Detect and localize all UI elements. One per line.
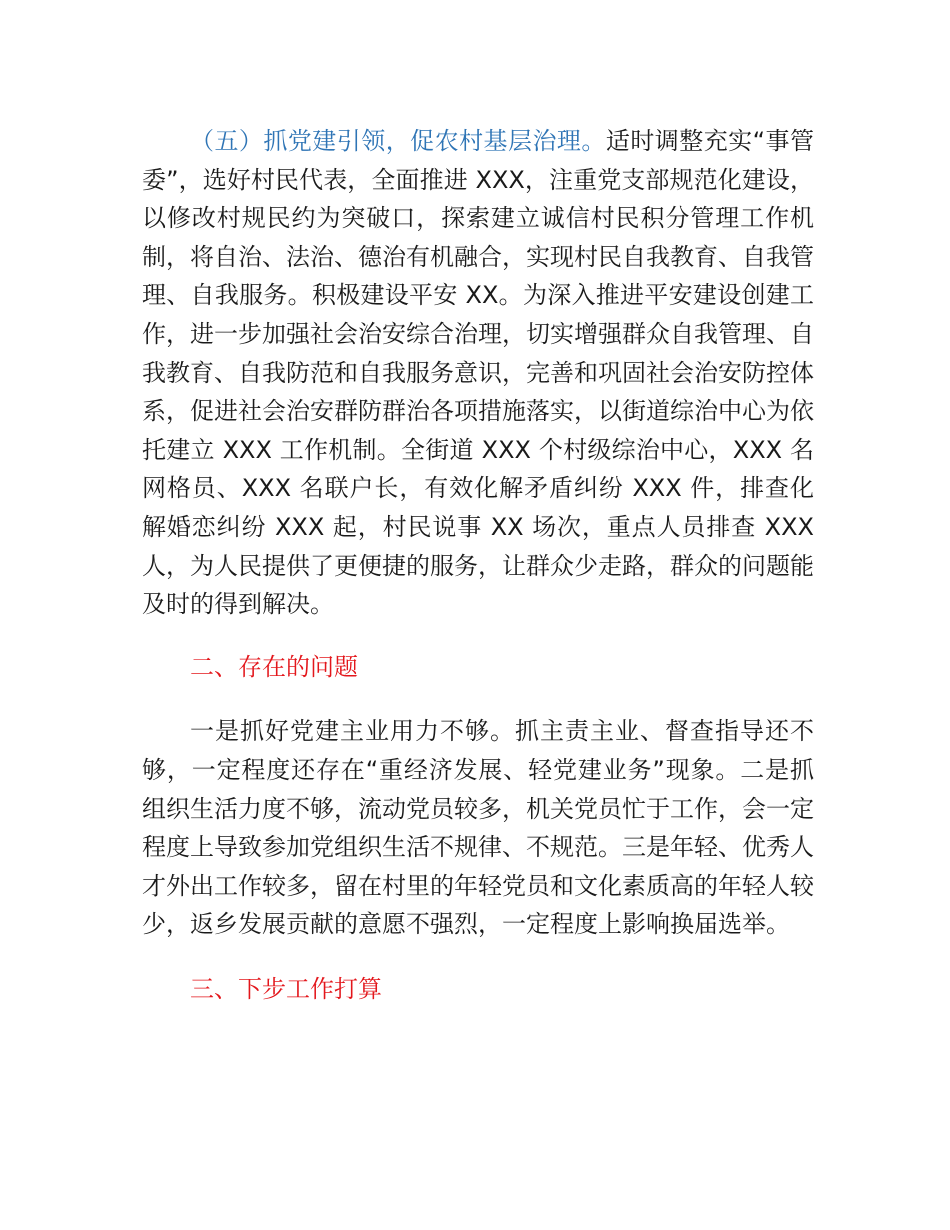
section-5-paragraph: [142, 122, 814, 624]
spacer: [142, 686, 814, 712]
section-5-body: 适时调整充实“事管委”，选好村民代表，全面推进 XXX，注重党支部规范化建设，以修改村规民约为突破口，探索建立诚信村民积分管理工作机制，将自治、法治、德治有机融合，实现村民自我教育、自我管理、自我服务。积极建设平安 XX。为深入推进平安建设创建工作，进一步加强社会治安综合治理，切实增强群众自我管理、自我教育、自我防范和自我服务意识，完善和巩固社会治安防控体系，促进社会治安群防群治各项措施落实，以街道综治中心为依托建立 XXX 工作机制。全街道 XXX 个村级综治中心，XXX 名网格员、XXX 名联户长，有效化解矛盾纠纷 XXX 件，排查化解婚恋纠纷 XXX 起，村民说事 XX 场次，重点人员排查 XXX 人，为人民提供了更便捷的服务，让群众少走路，群众的问题能及时的得到解决。: [142, 127, 815, 619]
spacer: [142, 944, 814, 970]
spacer: [142, 624, 814, 648]
heading-next-steps: 三、下步工作打算: [190, 974, 382, 1003]
heading-problems: 二、存在的问题: [190, 652, 358, 681]
document-page: [142, 122, 814, 1008]
problems-paragraph: 一是抓好党建主业用力不够。抓主责主业、督查指导还不够，一定程度还存在“重经济发展、轻党建业务”现象。二是抓组织生活力度不够，流动党员较多，机关党员忙于工作，会一定程度上导致参加党组织生活不规律、不规范。三是年轻、优秀人才外出工作较多，留在村里的年轻党员和文化素质高的年轻人较少，返乡发展贡献的意愿不强烈，一定程度上影响换届选举。: [142, 717, 814, 939]
section-5-lead: （五）抓党建引领，促农村基层治理。: [190, 127, 606, 155]
